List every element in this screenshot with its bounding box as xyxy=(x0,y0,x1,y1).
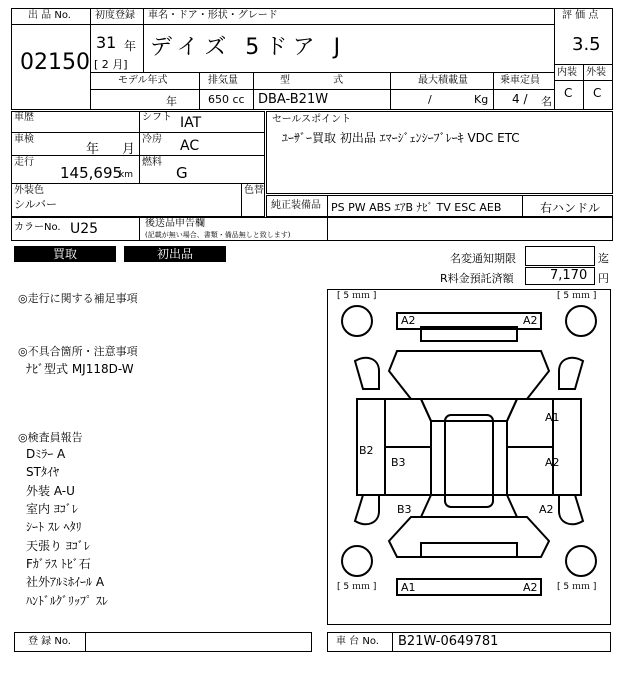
post-docs-note: (記載が無い場合、書類・備品無しと致します) xyxy=(145,231,291,239)
tire-depth-top-left: [ 5 ｍｍ ] xyxy=(337,291,377,301)
mileage-unit: km xyxy=(119,170,133,180)
tag-buyback: 買取 xyxy=(14,246,116,262)
inspector-line: 室内 ﾖｺﾞﾚ xyxy=(26,502,78,516)
lot-no: 02150 xyxy=(20,50,90,75)
chassis-no: B21W-0649781 xyxy=(398,634,499,649)
exterior-label: 外装 xyxy=(586,67,606,78)
fuel-label: 燃料 xyxy=(142,157,162,168)
inspector-line: STﾀｲﾔ xyxy=(26,465,59,479)
defect-title: ◎不具合箇所・注意事項 xyxy=(18,345,138,358)
inspection-label: 車検 xyxy=(14,134,34,145)
mark-b3-lower: B3 xyxy=(397,503,412,516)
mileage-label: 走行 xyxy=(14,157,34,168)
tag-first-listing: 初出品 xyxy=(124,246,226,262)
displacement-label: 排気量 xyxy=(208,75,238,86)
inspector-line: ｼｰﾄ ｽﾚ ﾍﾀﾘ xyxy=(26,520,82,534)
inspection-year-unit: 年 xyxy=(86,142,100,157)
mark-front-right: A2 xyxy=(523,314,538,327)
reg-no-label: 登 録 No. xyxy=(28,636,71,647)
first-reg-year: 31 xyxy=(96,33,117,52)
displacement: 650 cc xyxy=(208,93,245,106)
score: 3.5 xyxy=(572,34,601,55)
sales-point-label: セールスポイント xyxy=(272,114,352,125)
capacity-label: 乗車定員 xyxy=(500,75,540,86)
mark-front-left: A2 xyxy=(401,314,416,327)
lot-no-label: 出 品 No. xyxy=(28,10,71,21)
sales-point-value: ﾕｰｻﾞｰ買取 初出品 ｴﾏｰｼﾞｪﾝｼｰﾌﾞﾚｰｷ VDC ETC xyxy=(282,131,520,145)
score-label: 評 価 点 xyxy=(562,10,599,21)
inspector-line: Dﾐﾗｰ A xyxy=(26,447,66,461)
inspector-line: Fｶﾞﾗｽ ﾄﾋﾞ石 xyxy=(26,557,91,571)
tire-depth-top-right: [ 5 ｍｍ ] xyxy=(557,291,597,301)
first-reg-month: [ 2 月] xyxy=(94,58,128,71)
first-reg-label: 初度登録 xyxy=(95,10,135,21)
name-change-label: 名変通知期限 xyxy=(450,252,516,265)
aircon-label: 冷房 xyxy=(142,134,162,145)
name-change-unit: 迄 xyxy=(598,252,609,265)
tire-depth-bottom-left: [ 5 ｍｍ ] xyxy=(337,582,377,592)
inspector-line: 天張り ﾖｺﾞﾚ xyxy=(26,539,90,553)
mark-b3-upper: B3 xyxy=(391,456,406,469)
year-unit: 年 xyxy=(124,39,137,53)
interior-label: 内装 xyxy=(557,67,577,78)
mark-right-upper: A1 xyxy=(545,411,560,424)
driving-title: ◎走行に関する補足事項 xyxy=(18,292,138,305)
ext-color-value: シルバー xyxy=(14,198,57,211)
chassis-label: 車 台 No. xyxy=(336,636,379,647)
max-load-slash: / xyxy=(428,93,432,106)
inspection-month-unit: 月 xyxy=(122,142,136,157)
inspector-title: ◎検査員報告 xyxy=(18,431,83,444)
fuel-value: G xyxy=(176,164,188,182)
inspector-line: ﾊﾝﾄﾞﾙｸﾞﾘｯﾌﾟ ｽﾚ xyxy=(26,594,108,608)
type-label: 型 式 xyxy=(280,75,344,86)
inspector-line: 社外ｱﾙﾐﾎｲｰﾙ A xyxy=(26,575,105,589)
exterior-grade: C xyxy=(593,86,602,100)
equipment-value: PS PW ABS ｴｱB ﾅﾋﾞ TV ESC AEB xyxy=(331,201,502,214)
recycle-unit: 円 xyxy=(598,272,609,285)
recycle-amount: 7,170 xyxy=(550,268,588,283)
capacity-unit: 名 xyxy=(541,95,552,108)
aircon-value: AC xyxy=(180,138,200,154)
recycle-label: R料金預託済額 xyxy=(440,272,514,285)
mark-rear-right: A2 xyxy=(523,581,538,594)
defect-line: ﾅﾋﾞ型式 MJ118D-W xyxy=(26,362,134,376)
mark-right-mid: A2 xyxy=(545,456,560,469)
shift-value: IAT xyxy=(180,115,202,131)
tire-depth-bottom-right: [ 5 ｍｍ ] xyxy=(557,582,597,592)
max-load-label: 最大積載量 xyxy=(418,75,468,86)
type-value: DBA-B21W xyxy=(258,92,329,107)
car-name-label: 車名・ドア・形状・グレード xyxy=(148,10,278,21)
ext-color-label: 外装色 xyxy=(14,185,44,196)
shift-label: シフト xyxy=(142,112,172,123)
repaint-label: 色替 xyxy=(244,185,264,196)
post-docs-label: 後送品申告欄 xyxy=(145,218,205,229)
name-change-box xyxy=(525,246,595,266)
model-year-unit: 年 xyxy=(166,95,177,108)
color-no-value: U25 xyxy=(70,221,99,237)
mark-b2: B2 xyxy=(359,444,374,457)
max-load-unit: Kg xyxy=(474,93,489,106)
model-year-label: モデル年式 xyxy=(118,75,168,86)
color-no-label: カラーNo. xyxy=(14,222,61,233)
history-label: 車歴 xyxy=(14,112,34,123)
inspector-line: 外装 A-U xyxy=(26,484,75,498)
capacity: 4 / xyxy=(512,92,528,106)
color-docs-frame xyxy=(11,217,613,241)
handle-value: 右ハンドル xyxy=(540,201,601,215)
mileage-value: 145,695 xyxy=(60,164,123,182)
car-diagram xyxy=(327,289,611,625)
interior-grade: C xyxy=(564,86,573,100)
car-name: デイズ 5ドア J xyxy=(150,35,347,60)
equipment-label: 純正装備品 xyxy=(271,200,321,211)
mark-rear-left: A1 xyxy=(401,581,416,594)
mark-right-lower: A2 xyxy=(539,503,554,516)
